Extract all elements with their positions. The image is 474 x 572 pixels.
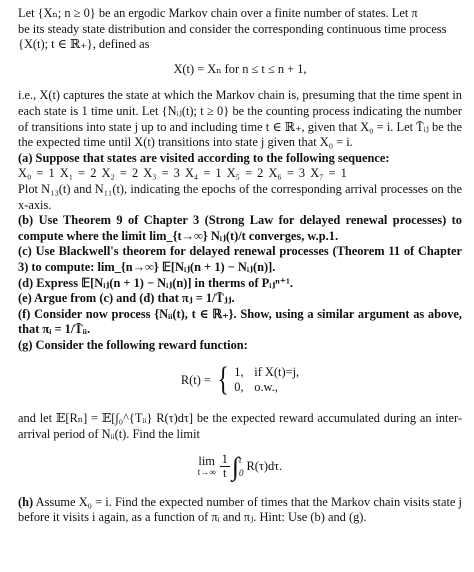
- piecewise-case-1: [234, 365, 299, 380]
- part-f: [18, 307, 462, 338]
- paragraph-definitions: i.e., X(t) captures the state at which the Markov chain is, presuming that the time spent in each state is 1 time unit. Let {Nᵢⱼ(t); t ≥ 0} be the counting process indicating the number of transitions into state j up to and including time t ∈ ℝ₊, given that X₀ = i. Let T̄ᵢⱼ be the the expected time until X(t) transitions into state j given that X₀ = i.: [18, 88, 462, 150]
- limit-operator: [197, 453, 216, 478]
- part-g-text: Consider the following reward function:: [32, 337, 248, 352]
- limit-equation: [18, 453, 462, 481]
- part-c-label: (c): [18, 244, 32, 259]
- piecewise-cases: [234, 365, 299, 395]
- case-1-condition: if X(t)=j,: [254, 365, 300, 380]
- integral: [232, 453, 244, 481]
- fraction: [220, 453, 230, 480]
- intro-line-1: Let {Xₙ; n ≥ 0} be an ergodic Markov chain over a finite number of states. Let π: [18, 6, 418, 20]
- definition-equation: X(t) = Xₙ for n ≤ t ≤ n + 1,: [173, 61, 307, 76]
- part-f-label: (f): [18, 306, 31, 321]
- part-c-text: Use Blackwell's theorem for delayed renewal processes (Theorem 11 of Chapter 3) to compute: lim_{n→∞} 𝔼[Nᵢⱼ(n + 1) − Nᵢⱼ(n)].: [18, 244, 462, 274]
- visit-sequence: X₀ = 1 X₁ = 2 X₂ = 2 X₃ = 3 X₄ = 1 X₅ = 2 X₆ = 3 X₇ = 1: [18, 166, 347, 181]
- part-h-label: (h): [18, 494, 34, 509]
- limit-expression: [198, 453, 283, 481]
- part-b: [18, 213, 462, 244]
- integrand: R(τ)dτ.: [246, 458, 283, 473]
- part-a-text: Suppose that states are visited according to the following sequence:: [32, 150, 390, 165]
- case-2-condition: o.w.,: [254, 380, 278, 395]
- part-d-label: (d): [18, 275, 34, 290]
- piecewise-function: [181, 363, 299, 397]
- integral-upper-limit: t: [238, 454, 242, 465]
- part-d-text: Express 𝔼[Nᵢⱼ(n + 1) − Nᵢⱼ(n)] in therms of Pᵢⱼⁿ⁺¹.: [33, 275, 293, 290]
- part-b-text: Use Theorem 9 of Chapter 3 (Strong Law for delayed renewal processes) to compute where the limit lim_{t→∞} Nᵢⱼ(t)/t converges, w.p.1.: [18, 213, 462, 243]
- part-a-label: (a): [18, 150, 33, 165]
- part-g-label: (g): [18, 337, 33, 352]
- part-b-label: (b): [18, 213, 34, 228]
- intro-line-2: be its steady state distribution and consider the corresponding continuous time process: [18, 21, 447, 36]
- reward-function-lhs: R(t) =: [180, 372, 211, 387]
- part-a-followup: Plot N₁₃(t) and N₁₁(t), indicating the epochs of the corresponding arrival processes on the x-axis.: [18, 181, 462, 212]
- left-brace-icon: {: [217, 361, 229, 399]
- limit-subscript: t→∞: [197, 466, 216, 477]
- integral-lower-limit: 0: [238, 467, 244, 478]
- reward-function-equation: [18, 363, 462, 397]
- integral-sign-icon: ∫: [231, 451, 239, 481]
- part-f-text: Consider now process {Nᵢᵢ(t), t ∈ ℝ₊}. Show, using a similar argument as above, that πᵢ = 1/T̄ᵢᵢ.: [18, 306, 462, 337]
- part-e-label: (e): [18, 291, 32, 306]
- integral-limits: [239, 454, 244, 480]
- part-g: [18, 338, 462, 354]
- fraction-numerator: 1: [221, 452, 228, 467]
- intro-line-3: {X(t); t ∈ ℝ₊}, defined as: [18, 37, 150, 52]
- case-2-value: 0,: [234, 380, 244, 395]
- fraction-denominator: t: [223, 466, 227, 481]
- paragraph-reward: and let 𝔼[Rₙ] = 𝔼[∫₀^{Tᵢᵢ} R(τ)dτ] be the expected reward accumulated during an inter-arrival period of Nᵢᵢ(t). Find the limit: [18, 411, 462, 442]
- part-e: [18, 291, 462, 307]
- part-a: [18, 151, 462, 167]
- case-1-value: 1,: [234, 365, 244, 380]
- part-h-text: Assume X₀ = i. Find the expected number of times that the Markov chain visits state j before it visits i again, as a function of πᵢ and πⱼ. Hint: Use (b) and (g).: [18, 494, 462, 525]
- part-d: [18, 276, 462, 292]
- piecewise-case-2: [234, 380, 299, 395]
- limit-word: lim: [198, 453, 215, 468]
- part-c: [18, 244, 462, 275]
- part-h: [18, 495, 462, 526]
- part-e-text: Argue from (c) and (d) that πⱼ = 1/T̄ⱼⱼ.: [31, 291, 235, 306]
